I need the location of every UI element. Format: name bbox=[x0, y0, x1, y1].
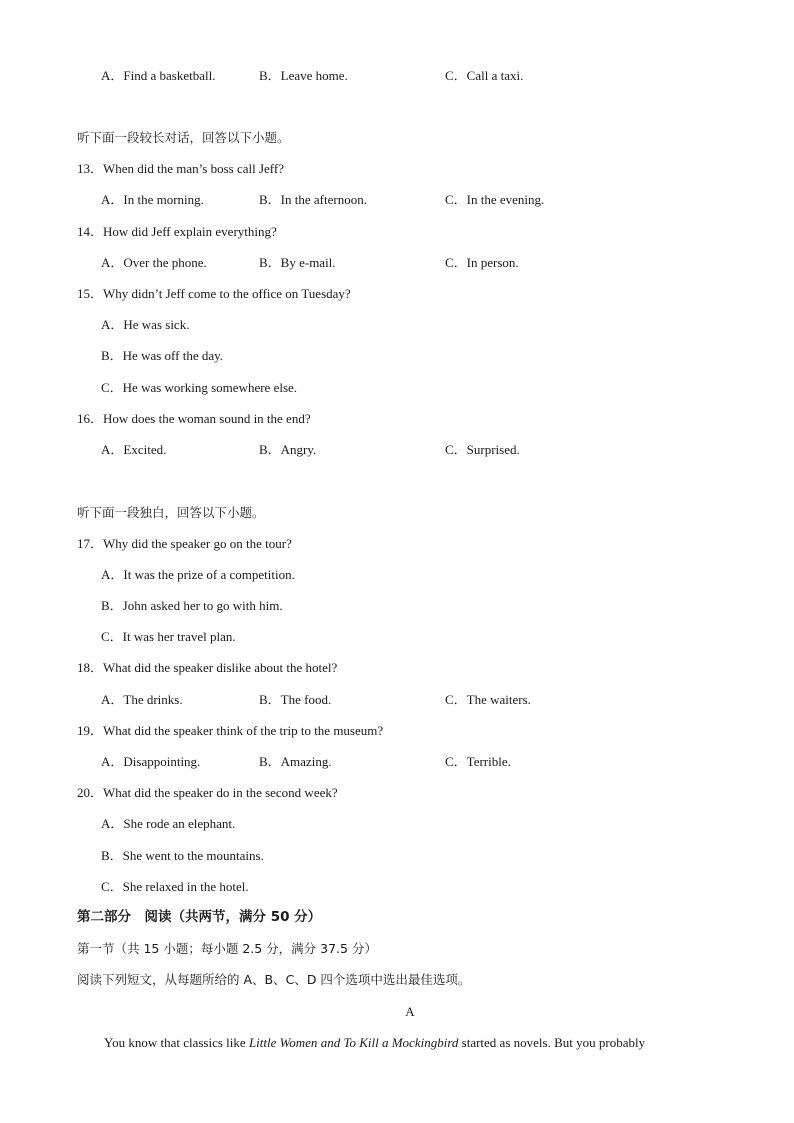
q14-option-b: B．By e-mail. bbox=[259, 255, 336, 270]
q15-option-b: B．He was off the day. bbox=[101, 348, 224, 363]
book-title-mockingbird: To Kill a Mockingbird bbox=[343, 1035, 459, 1050]
q13-option-c: C．In the evening. bbox=[445, 192, 545, 207]
q19-option-c: C．Terrible. bbox=[445, 754, 511, 769]
q16-stem: 16．How does the woman sound in the end? bbox=[77, 411, 311, 426]
q17-option-c: C．It was her travel plan. bbox=[101, 629, 236, 644]
q13-option-b: B．In the afternoon. bbox=[259, 192, 367, 207]
q14-option-c: C．In person. bbox=[445, 255, 519, 270]
q16-option-a: A．Excited. bbox=[101, 442, 167, 457]
passage-text-and: and bbox=[317, 1035, 344, 1050]
q12-option-c: C．Call a taxi. bbox=[445, 68, 524, 83]
q20-stem: 20．What did the speaker do in the second week? bbox=[77, 785, 338, 800]
section-monologue-heading: 听下面一段独白，回答以下小题。 bbox=[77, 505, 265, 520]
book-title-little-women: Little Women bbox=[248, 1035, 318, 1050]
q17-option-b: B．John asked her to go with him. bbox=[101, 598, 283, 613]
q17-option-a: A．It was the prize of a competition. bbox=[101, 567, 295, 582]
q12-option-b: B．Leave home. bbox=[259, 68, 348, 83]
q14-option-a: A．Over the phone. bbox=[101, 255, 207, 270]
passage-text-2: started as novels. But you probably bbox=[458, 1035, 646, 1050]
q20-option-b: B．She went to the mountains. bbox=[101, 848, 264, 863]
q19-option-b: B．Amazing. bbox=[259, 754, 332, 769]
q16-option-c: C．Surprised. bbox=[445, 442, 520, 457]
q16-option-b: B．Angry. bbox=[259, 442, 317, 457]
q20-option-a: A．She rode an elephant. bbox=[101, 816, 236, 831]
q18-option-a: A．The drinks. bbox=[101, 692, 183, 707]
passage-text-1: You know that classics like bbox=[104, 1035, 249, 1050]
passage-label: A bbox=[405, 1004, 415, 1019]
q13-option-a: A．In the morning. bbox=[101, 192, 204, 207]
q15-option-c: C．He was working somewhere else. bbox=[101, 380, 298, 395]
part2-title: 第二部分 阅读（共两节，满分 50 分） bbox=[77, 909, 322, 925]
q19-stem: 19．What did the speaker think of the trip to the museum? bbox=[77, 723, 384, 738]
q12-option-a: A．Find a basketball. bbox=[101, 68, 216, 83]
q18-stem: 18．What did the speaker dislike about the hotel? bbox=[77, 660, 338, 675]
reading-instructions: 阅读下列短文，从每题所给的 A、B、C、D 四个选项中选出最佳选项。 bbox=[77, 972, 471, 987]
passage-first-line bbox=[104, 1035, 718, 1051]
q18-option-c: C．The waiters. bbox=[445, 692, 531, 707]
q13-stem: 13．When did the man’s boss call Jeff? bbox=[77, 161, 284, 176]
q20-option-c: C．She relaxed in the hotel. bbox=[101, 879, 249, 894]
q14-stem: 14．How did Jeff explain everything? bbox=[77, 224, 277, 239]
section1-title: 第一节（共 15 小题；每小题 2.5 分，满分 37.5 分） bbox=[77, 941, 377, 956]
section-long-dialog-heading: 听下面一段较长对话，回答以下小题。 bbox=[77, 130, 290, 145]
q18-option-b: B．The food. bbox=[259, 692, 332, 707]
q19-option-a: A．Disappointing. bbox=[101, 754, 201, 769]
q15-stem: 15．Why didn’t Jeff come to the office on Tuesday? bbox=[77, 286, 351, 301]
q17-stem: 17．Why did the speaker go on the tour? bbox=[77, 536, 292, 551]
q15-option-a: A．He was sick. bbox=[101, 317, 190, 332]
